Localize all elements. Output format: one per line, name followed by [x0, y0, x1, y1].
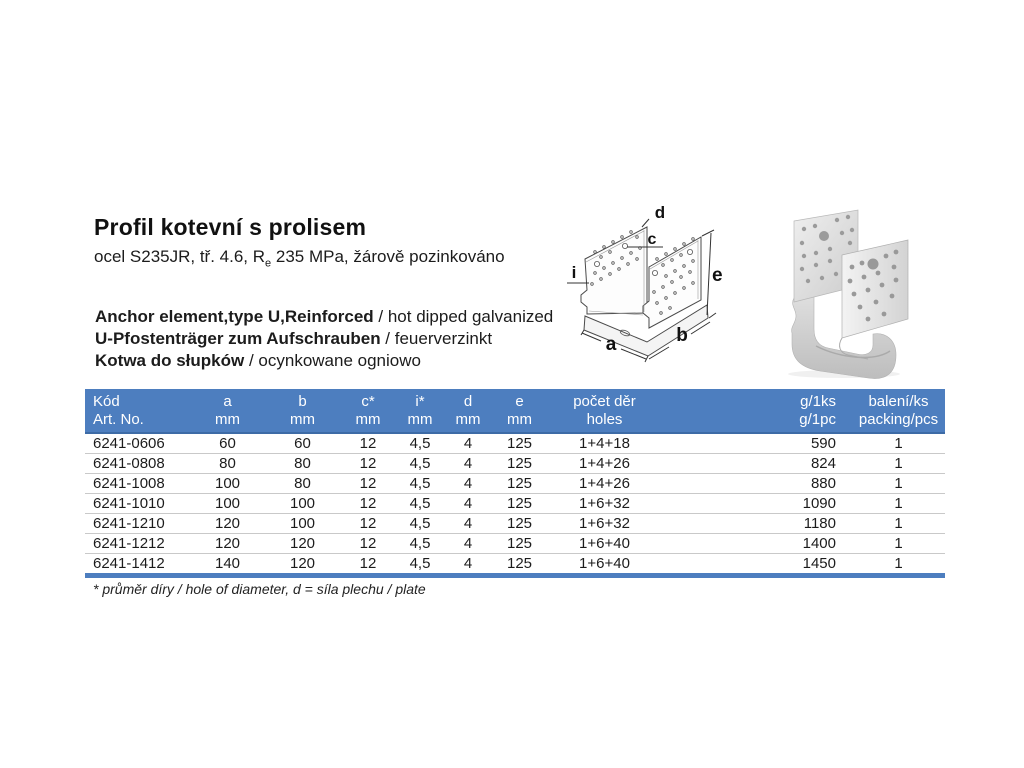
description-de-bold: U-Pfostenträger zum Aufschrauben — [95, 329, 381, 348]
table-cell: 12 — [340, 494, 396, 514]
table-cell: 100 — [190, 474, 265, 494]
table-cell: 6241-0808 — [85, 454, 190, 474]
technical-drawing — [545, 185, 775, 385]
table-cell: 125 — [492, 433, 547, 454]
product-photo — [782, 188, 957, 380]
table-cell: 100 — [265, 494, 340, 514]
spec-table-body — [85, 433, 945, 573]
description-pl — [95, 350, 553, 372]
col-header-holes-l2: holes — [586, 411, 623, 428]
col-header-c — [340, 389, 396, 433]
col-header-weight-l2: g/1pc — [799, 411, 836, 428]
table-row — [85, 494, 945, 514]
table-cell: 125 — [492, 454, 547, 474]
table-cell: 12 — [359, 555, 377, 572]
subtitle-subscript: e — [265, 257, 272, 270]
table-cell: 1180 — [662, 514, 852, 534]
table-row — [85, 474, 945, 494]
table-cell: 4,5 — [396, 433, 444, 454]
col-header-e — [492, 389, 547, 433]
subtitle-pre: ocel S235JR, tř. 4.6, R — [94, 247, 266, 266]
table-cell: 12 — [340, 534, 396, 554]
description-pl-bold: Kotwa do słupków — [95, 351, 245, 370]
col-header-holes-l1: počet děr — [573, 393, 636, 410]
table-cell: 4,5 — [396, 454, 444, 474]
table-cell: 1 — [852, 514, 945, 534]
table-cell: 100 — [190, 494, 265, 514]
table-cell: 1+4+18 — [547, 433, 662, 454]
table-cell: 1 — [852, 474, 945, 494]
col-header-b — [265, 389, 340, 433]
table-cell: 80 — [265, 454, 340, 474]
description-en-rest: / hot dipped galvanized — [373, 307, 554, 326]
table-cell: 4,5 — [396, 514, 444, 534]
dim-label-b: b — [676, 325, 688, 346]
col-header-packing-l1: balení/ks — [868, 393, 929, 410]
footnote: * průměr díry / hole of diameter, d = síla plechu / plate — [93, 581, 426, 597]
spec-table-header — [85, 389, 945, 433]
table-row — [85, 514, 945, 534]
col-header-weight-l1: g/1ks — [800, 393, 836, 410]
table-cell: 1 — [852, 433, 945, 454]
table-cell: 6241-1008 — [85, 474, 190, 494]
spec-table-wrap — [85, 389, 945, 597]
col-header-a-l1: a — [223, 393, 232, 410]
table-cell: 1+4+26 — [547, 474, 662, 494]
table-cell: 4 — [444, 534, 492, 554]
description-pl-rest: / ocynkowane ogniowo — [244, 351, 421, 370]
table-row — [85, 534, 945, 554]
table-cell: 590 — [662, 433, 852, 454]
table-cell: 12 — [340, 514, 396, 534]
table-cell: 60 — [190, 433, 265, 454]
col-header-b-l2: mm — [290, 411, 315, 428]
table-cell: 120 — [190, 534, 265, 554]
col-header-code-l1: Kód — [93, 393, 120, 410]
dim-label-i: i — [571, 263, 577, 282]
dim-label-c: c — [647, 231, 657, 248]
table-cell: 100 — [265, 514, 340, 534]
table-cell: 1450 — [802, 555, 836, 572]
dim-label-a: a — [605, 334, 617, 355]
table-cell: 1 — [852, 494, 945, 514]
table-cell: 4,5 — [396, 474, 444, 494]
dim-label-d: d — [654, 203, 666, 222]
table-cell: 6241-0606 — [85, 433, 190, 454]
table-cell: 4 — [444, 433, 492, 454]
description-en — [95, 306, 553, 328]
description-en-bold: Anchor element,type U,Reinforced — [95, 307, 374, 326]
col-header-c-l1: c* — [361, 393, 375, 410]
col-header-code — [85, 389, 190, 433]
description-block — [95, 306, 553, 372]
col-header-i-l2: mm — [407, 411, 433, 428]
col-header-holes — [547, 389, 662, 433]
table-cell: 4 — [444, 494, 492, 514]
table-cell: 4,5 — [396, 494, 444, 514]
table-cell: 1+6+32 — [547, 494, 662, 514]
description-de — [95, 328, 553, 350]
page-subtitle — [94, 247, 505, 269]
table-cell: 80 — [190, 454, 265, 474]
col-header-d-l2: mm — [455, 411, 481, 428]
col-header-d — [444, 389, 492, 433]
col-header-code-l2: Art. No. — [93, 411, 144, 428]
table-cell: 6241-1412 — [93, 555, 165, 572]
table-cell: 140 — [214, 555, 241, 572]
table-cell: 1 — [852, 454, 945, 474]
col-header-i-l1: i* — [415, 393, 425, 410]
table-cell: 6241-1212 — [85, 534, 190, 554]
table-cell: 125 — [492, 474, 547, 494]
dim-label-e: e — [712, 265, 723, 286]
col-header-packing — [852, 389, 945, 433]
table-cell: 4 — [444, 454, 492, 474]
table-cell: 125 — [506, 555, 533, 572]
subtitle-post: 235 MPa, žárově pozinkováno — [271, 247, 505, 266]
table-cell: 1+6+40 — [547, 534, 662, 554]
col-header-e-l1: e — [515, 393, 524, 410]
table-cell: 1 — [852, 534, 945, 554]
table-cell: 12 — [340, 433, 396, 454]
table-cell: 4,5 — [409, 555, 431, 572]
table-cell: 12 — [340, 474, 396, 494]
table-cell: 1+4+26 — [547, 454, 662, 474]
table-cell: 1090 — [662, 494, 852, 514]
table-cell: 6241-1210 — [85, 514, 190, 534]
col-header-i — [396, 389, 444, 433]
table-cell: 120 — [289, 555, 316, 572]
table-row — [85, 454, 945, 474]
table-cell: 6241-1010 — [85, 494, 190, 514]
table-cell: 1+6+40 — [579, 555, 630, 572]
col-header-a-l2: mm — [215, 411, 240, 428]
table-cell: 125 — [492, 494, 547, 514]
table-cell: 4 — [444, 474, 492, 494]
description-de-rest: / feuerverzinkt — [380, 329, 493, 348]
table-cell: 1 — [894, 555, 903, 572]
col-header-weight — [662, 389, 852, 433]
table-cell: 824 — [662, 454, 852, 474]
col-header-c-l2: mm — [355, 411, 381, 428]
table-cell: 4 — [444, 514, 492, 534]
table-cell: 12 — [340, 454, 396, 474]
table-cell: 1400 — [662, 534, 852, 554]
col-header-e-l2: mm — [507, 411, 532, 428]
col-header-b-l1: b — [298, 393, 307, 410]
table-cell: 4 — [463, 555, 473, 572]
title-block — [94, 214, 505, 269]
col-header-a — [190, 389, 265, 433]
col-header-packing-l2: packing/pcs — [858, 411, 939, 428]
table-cell: 125 — [492, 534, 547, 554]
table-cell: 120 — [265, 534, 340, 554]
table-cell: 880 — [662, 474, 852, 494]
table-cell: 120 — [190, 514, 265, 534]
table-cell: 80 — [265, 474, 340, 494]
col-header-d-l1: d — [463, 393, 473, 410]
spec-table — [85, 389, 945, 573]
table-row — [85, 433, 945, 454]
table-cell: 125 — [492, 514, 547, 534]
table-cell: 1+6+32 — [547, 514, 662, 534]
table-row — [85, 554, 945, 574]
page-title: Profil kotevní s prolisem — [94, 214, 367, 240]
table-cell: 60 — [265, 433, 340, 454]
table-cell: 4,5 — [396, 534, 444, 554]
